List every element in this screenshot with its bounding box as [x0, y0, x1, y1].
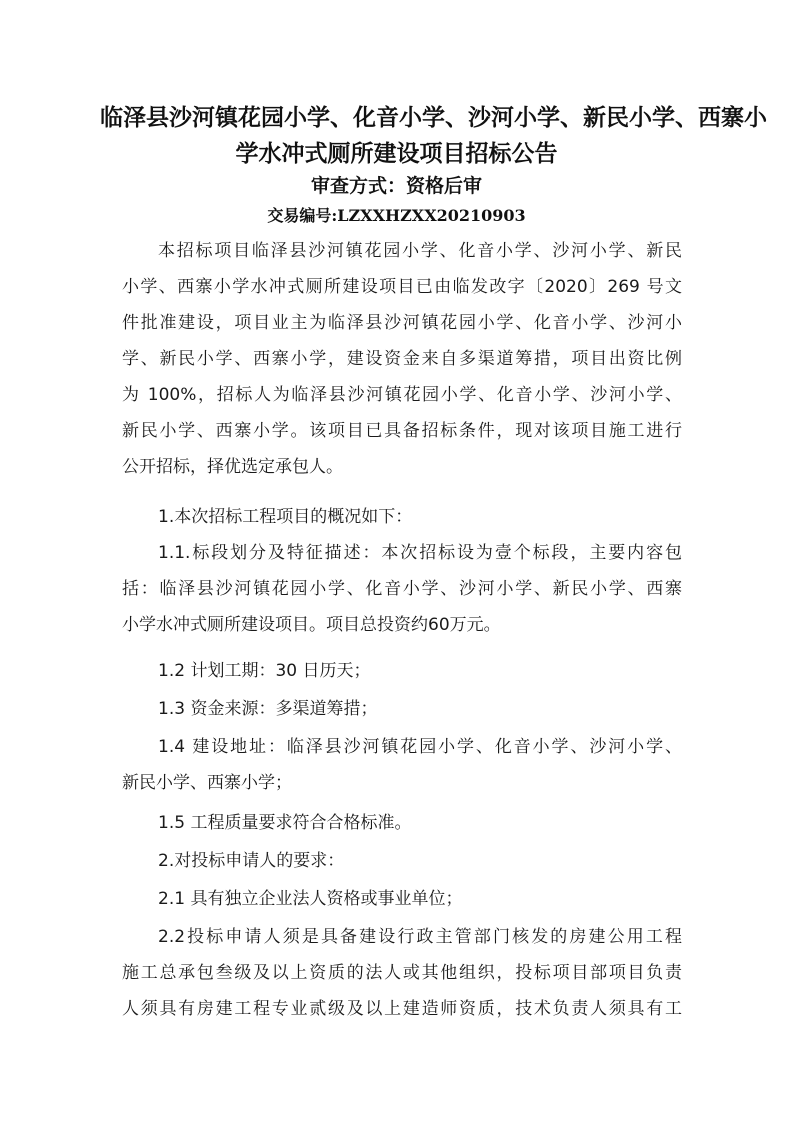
intro-line: 公开招标，择优选定承包人。 — [122, 457, 343, 477]
intro-line: 件批准建设，项目业主为临泽县沙河镇花园小学、化音小学、沙河小 — [122, 313, 682, 333]
section-1-1-line: 括：临泽县沙河镇花园小学、化音小学、沙河小学、新民小学、西寨 — [122, 579, 682, 599]
intro-line: 小学、西寨小学水冲式厕所建设项目已由临发改字〔2020〕269 号文 — [122, 277, 682, 297]
document-body — [122, 233, 682, 1019]
document-title-line-2: 学水冲式厕所建设项目招标公告 — [235, 140, 558, 167]
section-1-1-line: 小学水冲式厕所建设项目。项目总投资约60万元。 — [122, 615, 501, 635]
intro-line: 学、新民小学、西寨小学，建设资金来自多渠道筹措，项目出资比例 — [122, 349, 682, 369]
section-2-heading: 2.对投标申请人的要求： — [158, 851, 345, 871]
section-1-3: 1.3 资金来源：多渠道筹措； — [158, 699, 378, 719]
intro-line: 为 100%，招标人为临泽县沙河镇花园小学、化音小学、沙河小学、 — [122, 385, 682, 405]
section-1-2: 1.2 计划工期：30 日历天； — [158, 661, 371, 681]
section-2-2-line: 2.2投标申请人须是具备建设行政主管部门核发的房建公用工程 — [158, 927, 682, 947]
section-2-2-line: 人须具有房建工程专业贰级及以上建造师资质，技术负责人须具有工 — [122, 999, 682, 1019]
review-method: 审查方式：资格后审 — [310, 175, 482, 197]
section-1-heading: 1.本次招标工程项目的概况如下： — [158, 507, 413, 527]
intro-line: 本招标项目临泽县沙河镇花园小学、化音小学、沙河小学、新民 — [158, 241, 682, 261]
section-1-4-line: 新民小学、西寨小学； — [122, 773, 292, 793]
section-2-1: 2.1 具有独立企业法人资格或事业单位； — [158, 889, 463, 909]
intro-line: 新民小学、西寨小学。该项目已具备招标条件，现对该项目施工进行 — [122, 421, 682, 441]
section-1-4-line: 1.4 建设地址：临泽县沙河镇花园小学、化音小学、沙河小学、 — [158, 737, 682, 757]
section-1-1-line: 1.1.标段划分及特征描述：本次招标设为壹个标段，主要内容包 — [158, 543, 682, 563]
section-2-2-line: 施工总承包叁级及以上资质的法人或其他组织，投标项目部项目负责 — [122, 963, 682, 983]
transaction-number: 交易编号:LZXXHZXX20210903 — [267, 206, 526, 225]
section-1-5: 1.5 工程质量要求符合合格标准。 — [158, 813, 412, 833]
document-title-line-1: 临泽县沙河镇花园小学、化音小学、沙河小学、新民小学、西寨小 — [100, 104, 767, 131]
